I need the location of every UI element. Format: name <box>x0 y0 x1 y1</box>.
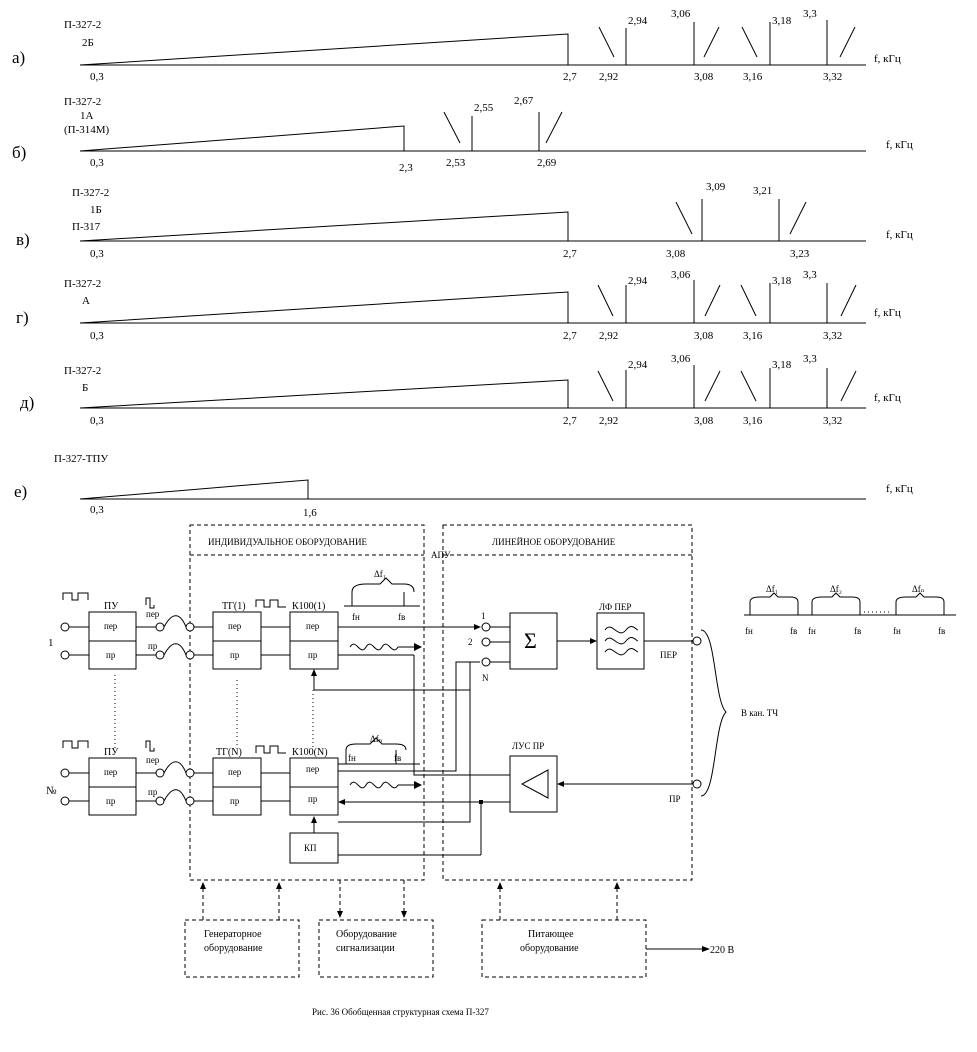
k100-1-pr: пр <box>308 650 318 660</box>
output-terminal <box>61 797 69 805</box>
terminal <box>186 769 194 777</box>
junction-dot <box>479 800 483 804</box>
group-fn-1: fн <box>745 626 753 636</box>
spectrum-e-freq: 1,6 <box>303 507 317 519</box>
spectrum-g-name-1: П-327-2 <box>64 278 102 290</box>
spectrum-a-freq: 3,32 <box>823 71 843 83</box>
arrowhead <box>337 911 343 918</box>
individual-equipment-frame <box>190 525 424 880</box>
arrowhead <box>276 882 282 889</box>
row-label-v: в) <box>16 230 30 249</box>
spectrum-d-name-2: Б <box>82 382 89 394</box>
spectrum-d-axis-label: f, кГц <box>874 392 901 404</box>
spectrum-a-freq: 3,08 <box>694 71 714 83</box>
spectrum-b-line <box>444 112 460 143</box>
spectrum-d-line <box>841 371 856 401</box>
power-line-2: оборудование <box>520 943 579 954</box>
arrowhead <box>200 882 206 889</box>
spectrum-d-freq: 2,94 <box>628 359 648 371</box>
pu-1-pr: пр <box>106 650 116 660</box>
group-df2: Δf₂ <box>830 584 842 594</box>
wire <box>338 662 480 771</box>
spectrum-a-name-1: П-327-2 <box>64 19 102 31</box>
generator-line-2: оборудование <box>204 943 263 954</box>
summator-symbol: Σ <box>524 628 537 653</box>
terminal <box>156 769 164 777</box>
generator-line-1: Генераторное <box>204 929 262 940</box>
band-brace <box>750 593 798 602</box>
pu-1-per: пер <box>104 621 118 631</box>
group-fv-1: fв <box>790 626 798 636</box>
jumper <box>164 762 186 773</box>
spectrum-a-line <box>840 27 855 57</box>
spectrum-d-freq: 3,18 <box>772 359 792 371</box>
pulse-symbol <box>63 593 88 600</box>
spectrum-g-axis-label: f, кГц <box>874 307 901 319</box>
spectrum-v-name-3: П-317 <box>72 221 101 233</box>
pu-n-per: пер <box>104 767 118 777</box>
spectrum-a-name-2: 2Б <box>82 37 94 49</box>
arrowhead <box>590 638 597 644</box>
pulse-symbol <box>146 741 154 751</box>
spectrum-d-band <box>80 380 568 408</box>
structural-scheme <box>46 525 956 880</box>
f-low: fн <box>352 612 360 622</box>
pu-1-pr-out: пр <box>148 641 158 651</box>
spectrum-b <box>12 95 913 174</box>
input-n-label: N <box>482 673 489 683</box>
terminal <box>186 651 194 659</box>
spectrum-g-freq: 3,08 <box>694 330 714 342</box>
spectrum-v-line <box>676 202 692 234</box>
df1-label: Δf₁ <box>374 569 386 579</box>
pu-n-pr: пр <box>106 796 116 806</box>
f-high: fв <box>398 612 406 622</box>
power-line-1: Питающее <box>528 929 574 940</box>
apu-label: АПУ <box>431 550 451 560</box>
spectrum-a-line <box>742 27 757 57</box>
arrowhead <box>311 816 317 823</box>
spectrum-d-freq: 2,7 <box>563 415 577 427</box>
signaling-line-1: Оборудование <box>336 929 397 940</box>
per-output-label: ПЕР <box>660 650 678 660</box>
k100-1-label: К100(1) <box>292 601 326 612</box>
spectrum-b-axis-label: f, кГц <box>886 139 913 151</box>
spectrum-a <box>12 8 901 83</box>
spectrum-g-freq: 3,16 <box>743 330 763 342</box>
arrowhead <box>414 781 422 789</box>
tg-1-pr: пр <box>230 650 240 660</box>
terminal <box>156 651 164 659</box>
spectrum-g-freq: 3,18 <box>772 275 792 287</box>
band-brace <box>352 578 414 592</box>
spectrum-g-freq: 3,3 <box>803 269 817 281</box>
channel-brace <box>701 630 726 796</box>
spectrum-d-freq: 3,3 <box>803 353 817 365</box>
spectrum-d-freq: 2,92 <box>599 415 619 427</box>
channel-1-number: 1 <box>48 637 54 649</box>
spectrum-d-name-1: П-327-2 <box>64 365 102 377</box>
spectrum-b-freq: 2,3 <box>399 162 413 174</box>
spectrum-b-name-1: П-327-2 <box>64 96 102 108</box>
arrowhead <box>614 882 620 889</box>
spectrum-b-name-3: (П-314М) <box>64 124 110 136</box>
pr-input-terminal <box>693 780 701 788</box>
sum-input-1 <box>482 623 490 631</box>
per-output-terminal <box>693 637 701 645</box>
row-label-a: а) <box>12 48 26 67</box>
spectrum-a-freq: 3,06 <box>671 8 691 20</box>
channel-n <box>46 734 422 815</box>
spectrum-d-freq: 3,06 <box>671 353 691 365</box>
input-2-label: 2 <box>468 637 473 647</box>
spectrum-v-name-2: 1Б <box>90 204 102 216</box>
pr-input-label: ПР <box>669 794 681 804</box>
lus-pr-block <box>510 756 557 812</box>
band-brace <box>896 593 944 602</box>
spectrum-b-freq: 2,67 <box>514 95 534 107</box>
spectrum-v-freq: 3,09 <box>706 181 726 193</box>
tg-n-per: пер <box>228 767 242 777</box>
group-fn-2: fн <box>808 626 816 636</box>
k100-n-label: К100(N) <box>292 747 328 758</box>
spectrum-d-freq: 3,32 <box>823 415 843 427</box>
terminal <box>156 797 164 805</box>
channel-n-number: № <box>46 785 57 797</box>
row-label-g: г) <box>16 308 29 327</box>
spectrum-d-freq: 3,16 <box>743 415 763 427</box>
spectrum-d <box>20 353 901 427</box>
channel-1 <box>48 569 422 669</box>
spectrum-e-freq: 0,3 <box>90 504 104 516</box>
spectrum-v-freq: 0,3 <box>90 248 104 260</box>
spectrum-g-freq: 2,94 <box>628 275 648 287</box>
k100-1-per: пер <box>306 621 320 631</box>
spectrum-g-line <box>705 285 720 316</box>
spectrum-g-band <box>80 292 568 323</box>
spectrum-e-axis-label: f, кГц <box>886 483 913 495</box>
individual-equipment-title: ИНДИВИДУАЛЬНОЕ ОБОРУДОВАНИЕ <box>208 537 367 547</box>
spectrum-e-name-1: П-327-ТПУ <box>54 453 109 465</box>
sum-input-2 <box>482 638 490 646</box>
pu-1-label: ПУ <box>104 601 119 612</box>
spectrum-e <box>14 453 913 519</box>
spectrum-e-band <box>80 480 308 499</box>
spectrum-d-line <box>705 371 720 401</box>
spectrum-g-line <box>841 285 856 316</box>
spectrum-a-freq: 2,7 <box>563 71 577 83</box>
spectrum-a-axis-label: f, кГц <box>874 53 901 65</box>
pu-n-per-out: пер <box>146 755 160 765</box>
spectrum-d-freq: 0,3 <box>90 415 104 427</box>
spectrum-g <box>16 269 901 342</box>
arrowhead <box>702 946 710 952</box>
signaling-line-2: сигнализации <box>336 943 395 954</box>
spectrum-a-freq: 3,16 <box>743 71 763 83</box>
spectrum-a-freq: 3,18 <box>772 15 792 27</box>
spectrum-b-name-2: 1А <box>80 110 94 122</box>
spectrum-b-band <box>80 126 404 151</box>
spectrum-b-freq: 0,3 <box>90 157 104 169</box>
dfn-label: Δfₙ <box>370 734 383 744</box>
spectrum-d-freq: 3,08 <box>694 415 714 427</box>
spectrum-a-freq: 2,94 <box>628 15 648 27</box>
group-df1: Δf₁ <box>766 584 778 594</box>
spectrum-b-freq: 2,53 <box>446 157 466 169</box>
output-terminal <box>61 651 69 659</box>
spectrum-g-freq: 3,32 <box>823 330 843 342</box>
f-low: fн <box>348 753 356 763</box>
lf-per-label: ЛФ ПЕР <box>599 602 632 612</box>
spectrum-v-freq: 3,08 <box>666 248 686 260</box>
arrowhead <box>401 911 407 918</box>
jumper <box>164 616 186 627</box>
spectrum-b-line <box>546 112 562 143</box>
spectrum-g-freq: 0,3 <box>90 330 104 342</box>
spectrum-a-freq: 0,3 <box>90 71 104 83</box>
group-dfn: Δfₙ <box>912 584 925 594</box>
spectrum-a-line <box>599 27 614 57</box>
terminal <box>186 623 194 631</box>
arrowhead <box>474 624 481 630</box>
row-label-e: е) <box>14 482 28 501</box>
pu-n-label: ПУ <box>104 747 119 758</box>
spectrum-v-name-1: П-327-2 <box>72 187 110 199</box>
arrowhead <box>311 669 317 676</box>
spectrum-g-line <box>598 285 613 316</box>
arrowhead <box>557 781 564 787</box>
figure-caption: Рис. 36 Обобщенная структурная схема П-327 <box>312 1007 489 1017</box>
pulse-symbol <box>63 741 88 748</box>
tg-1-label: ТГ(1) <box>222 601 246 612</box>
linear-equipment-title: ЛИНЕЙНОЕ ОБОРУДОВАНИЕ <box>492 537 616 547</box>
pulse-symbol <box>256 746 286 753</box>
row-label-d: д) <box>20 393 35 412</box>
signal-wave <box>350 644 398 650</box>
spectrum-d-line <box>598 371 613 401</box>
tg-1-per: пер <box>228 621 242 631</box>
band-brace <box>812 593 860 602</box>
spectrum-v-axis-label: f, кГц <box>886 229 913 241</box>
spectrum-g-freq: 2,7 <box>563 330 577 342</box>
jumper <box>164 790 186 801</box>
arrowhead <box>414 643 422 651</box>
spectrum-a-freq: 3,3 <box>803 8 817 20</box>
spectrum-g-name-2: А <box>82 295 90 307</box>
pulse-symbol <box>146 598 154 608</box>
spectrum-a-freq: 2,92 <box>599 71 619 83</box>
group-fn-n: fн <box>893 626 901 636</box>
signal-wave <box>350 782 398 788</box>
spectrum-b-freq: 2,55 <box>474 102 494 114</box>
spectrum-b-freq: 2,69 <box>537 157 557 169</box>
spectrum-v-freq: 3,21 <box>753 185 773 197</box>
spectrum-d-line <box>741 371 756 401</box>
group-fv-n: fв <box>938 626 946 636</box>
kp-label: КП <box>304 843 317 853</box>
voltage-label: 220 В <box>710 945 735 956</box>
group-fv-2: fв <box>854 626 862 636</box>
group-spectrum <box>744 584 956 636</box>
pu-1-per-out: пер <box>146 609 160 619</box>
k100-n-per: пер <box>306 764 320 774</box>
spectrum-v-freq: 3,23 <box>790 248 810 260</box>
pulse-symbol <box>256 600 286 607</box>
k100-n-pr: пр <box>308 794 318 804</box>
spectrum-a-band <box>80 34 568 65</box>
arrowhead <box>338 799 345 805</box>
wire <box>414 655 510 775</box>
tg-n-pr: пр <box>230 796 240 806</box>
pu-n-pr-out: пр <box>148 787 158 797</box>
terminal <box>156 623 164 631</box>
spectrum-g-freq: 2,92 <box>599 330 619 342</box>
spectrum-g-freq: 3,06 <box>671 269 691 281</box>
support-equipment <box>185 880 735 977</box>
input-1-label: 1 <box>481 611 486 621</box>
f-high: fв <box>394 753 402 763</box>
spectrum-v-line <box>790 202 806 234</box>
input-terminal <box>61 623 69 631</box>
terminal <box>186 797 194 805</box>
jumper <box>164 644 186 655</box>
spectrum-a-line <box>704 27 719 57</box>
spectrum-g-line <box>741 285 756 316</box>
input-terminal <box>61 769 69 777</box>
spectrum-v-band <box>80 212 568 241</box>
channel-tch-label: В кан. ТЧ <box>741 708 779 718</box>
linear-equipment-frame <box>443 525 692 880</box>
spectrum-v-freq: 2,7 <box>563 248 577 260</box>
arrowhead <box>497 882 503 889</box>
sum-input-n <box>482 658 490 666</box>
tg-n-label: ТГ(N) <box>216 747 242 758</box>
row-label-b: б) <box>12 143 27 162</box>
lus-pr-label: ЛУС ПР <box>512 741 545 751</box>
spectrum-v <box>16 181 913 260</box>
